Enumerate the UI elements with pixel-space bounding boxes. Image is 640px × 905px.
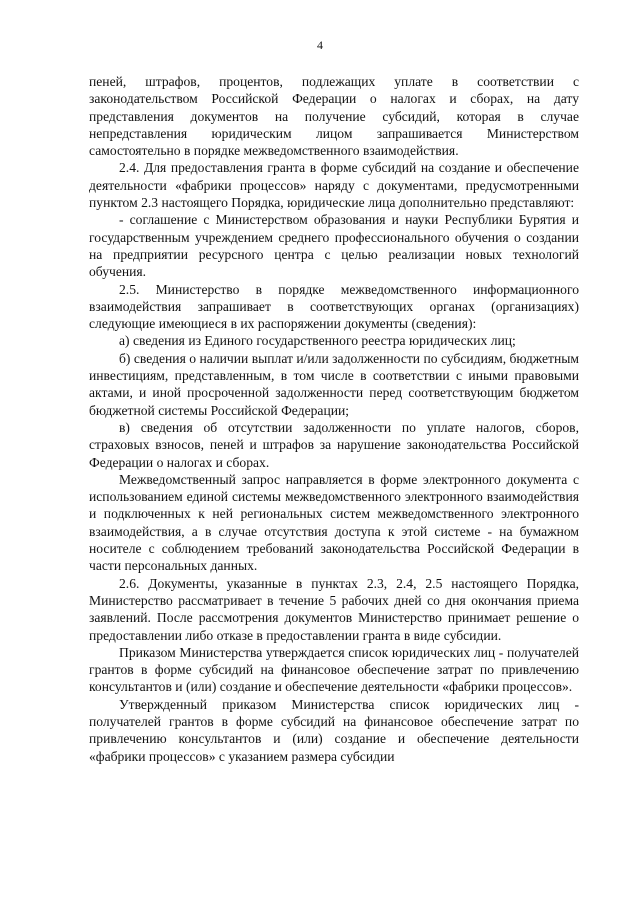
paragraph-continuation: пеней, штрафов, процентов, подлежащих уплате в соответствии с законодательством Российской Федерации о налогах и сборах, на дату представления документов на получение субсидий, которая в случае непредставления юридическим лицом запрашивается Министерством самостоятельно в порядке межведомственного взаимодействия. <box>89 74 579 159</box>
list-item-a: а) сведения из Единого государственного реестра юридических лиц; <box>119 333 516 349</box>
list-item-v: в) сведения об отсутствии задолженности по уплате налогов, сборов, страховых взносов, пеней и штрафов за нарушение законодательства Российской Федерации о налогах и сборах. <box>89 419 579 470</box>
list-item-b: б) сведения о наличии выплат и/или задолженности по субсидиям, бюджетным инвестициям, представленным, в том числе в соответствии с иными правовыми актами, и иной просроченной задолженности перед соответствующим бюджетом бюджетной системы Российской Федерации; <box>89 350 579 418</box>
paragraph-2-6: 2.6. Документы, указанные в пунктах 2.3, 2.4, 2.5 настоящего Порядка, Министерство рассматривает в течение 5 рабочих дней со дня окончания приема заявлений. После рассмотрения документов Министерство принимает решение о предоставлении либо отказе в предоставлении гранта в виде субсидии. <box>89 575 579 643</box>
paragraph-interagency-request: Межведомственный запрос направляется в форме электронного документа с использованием единой системы межведомственного электронного взаимодействия и подключенных к ней региональных систем межведомственного электронного взаимодействия, а в случае отсутствия доступа к этой системе - на бумажном носителе с соблюдением требований законодательства Российской Федерации в части персональных данных. <box>89 471 579 574</box>
page-number: 4 <box>317 38 323 52</box>
paragraph-approved-list: Утвержденный приказом Министерства список юридических лиц - получателей грантов в форме субсидий на финансовое обеспечение затрат по привлечению консультантов и (или) создание и обеспечение деятельности «фабрики процессов» с указанием размера субсидии <box>89 696 579 764</box>
paragraph-order: Приказом Министерства утверждается список юридических лиц - получателей грантов в форме субсидий на финансовое обеспечение затрат по привлечению консультантов и (или) создание и обеспечение деятельности «фабрики процессов». <box>89 644 579 695</box>
document-body <box>89 73 579 765</box>
paragraph-2-4: 2.4. Для предоставления гранта в форме субсидий на создание и обеспечение деятельности «фабрики процессов» наряду с документами, предусмотренными пунктом 2.3 настоящего Порядка, юридические лица дополнительно представляют: <box>89 160 579 211</box>
paragraph-agreement: - соглашение с Министерством образования и науки Республики Бурятия и государственным учреждением среднего профессионального обучения о создании на предприятии ресурсного центра с целью реализации новых технологий обучения. <box>89 212 579 280</box>
paragraph-2-5: 2.5. Министерство в порядке межведомственного информационного взаимодействия запрашивает в соответствующих органах (организациях) следующие имеющиеся в их распоряжении документы (сведения): <box>89 281 579 332</box>
